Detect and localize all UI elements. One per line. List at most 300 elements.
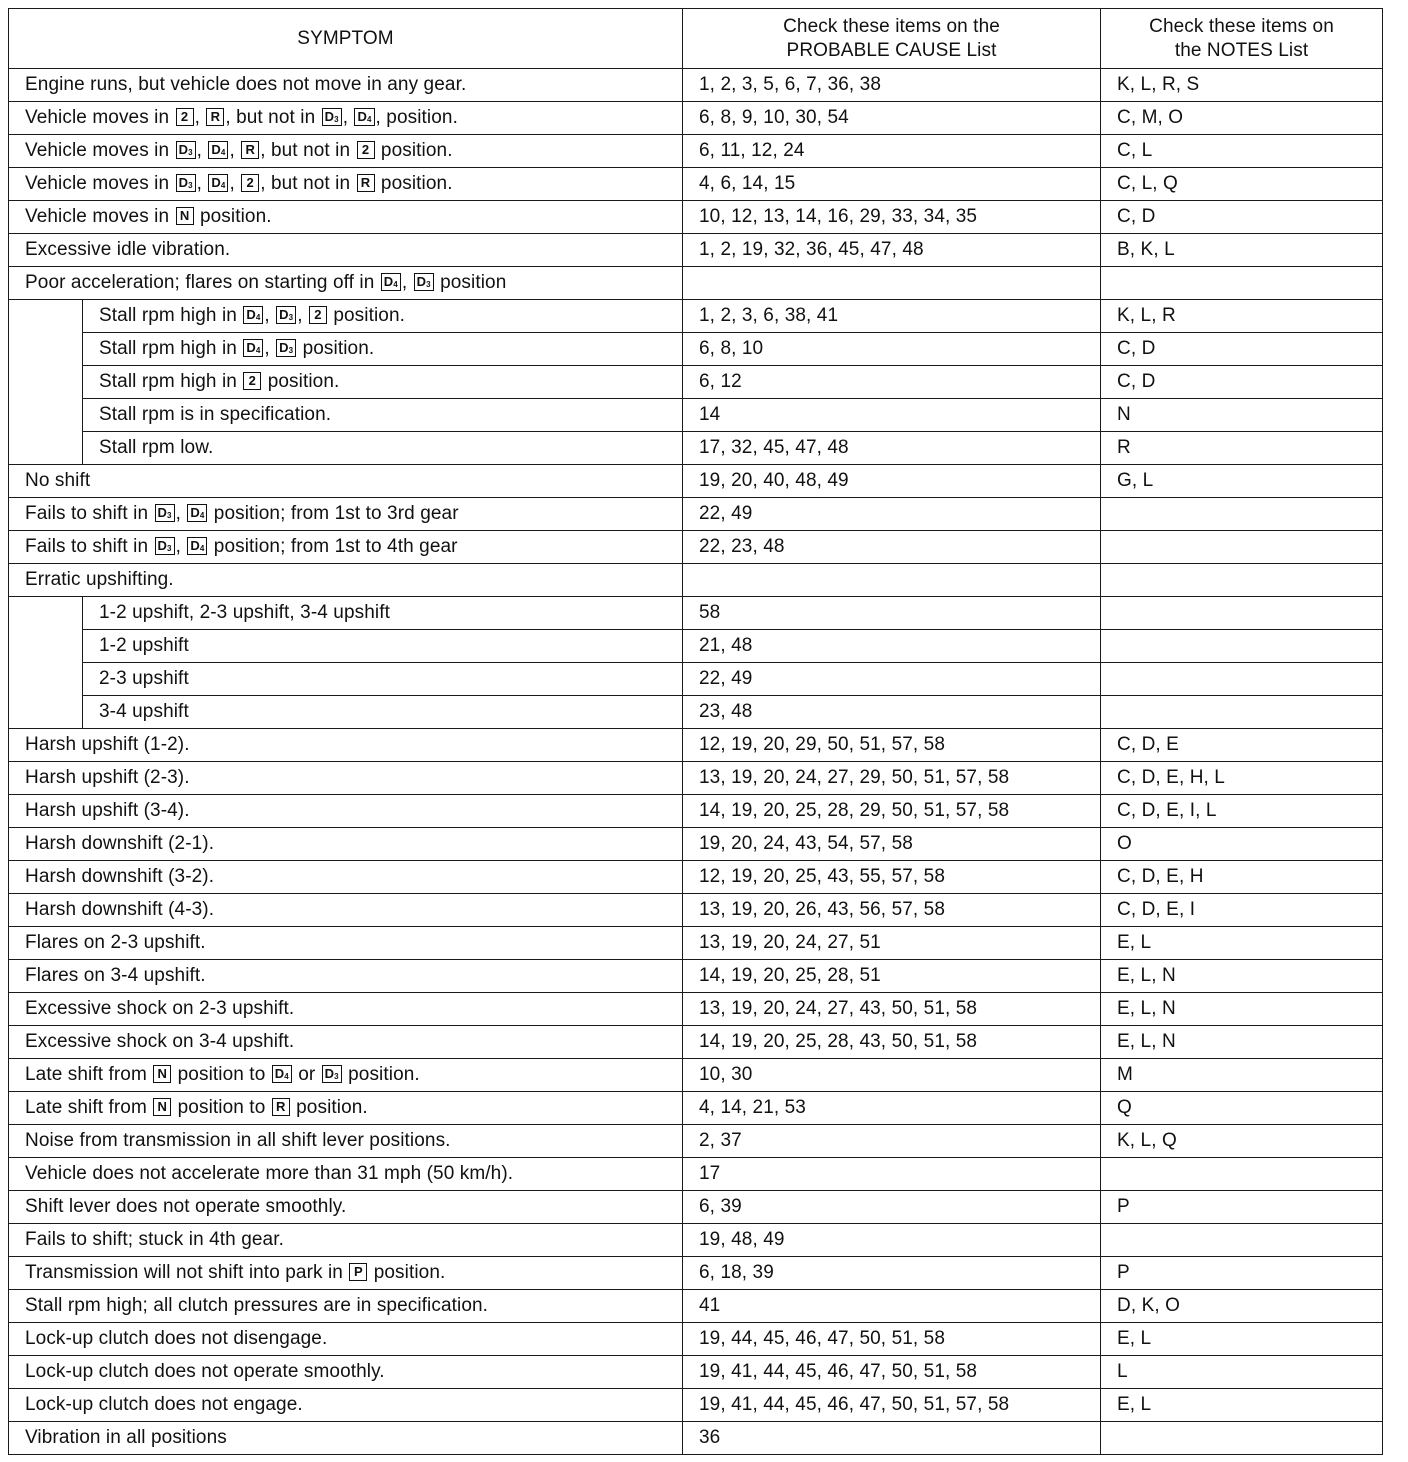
notes-cell xyxy=(1101,531,1383,564)
position-letter: D xyxy=(190,505,200,520)
symptom-cell xyxy=(83,333,683,366)
notes-cell: C, L, Q xyxy=(1101,168,1383,201)
symptom-cell xyxy=(9,564,683,597)
symptom-text: Stall rpm high in xyxy=(99,338,243,359)
position-d4-icon xyxy=(354,108,374,126)
symptom-text: , xyxy=(229,140,241,161)
position-d4-icon xyxy=(208,141,228,159)
cause-cell: 36 xyxy=(683,1422,1101,1455)
symptom-text: Lock-up clutch does not engage. xyxy=(25,1394,303,1415)
position-subscript: 3 xyxy=(188,148,193,157)
position-letter: D xyxy=(178,142,189,157)
cause-cell: 19, 20, 40, 48, 49 xyxy=(683,465,1101,498)
symptom-text: position. xyxy=(342,1064,420,1085)
table-row xyxy=(9,1389,1383,1422)
symptom-cell xyxy=(83,663,683,696)
indent-spacer xyxy=(9,333,83,366)
cause-cell: 22, 49 xyxy=(683,663,1101,696)
position-letter: D xyxy=(416,274,427,289)
position-d4-icon xyxy=(243,306,263,324)
position-d3-icon xyxy=(276,339,296,357)
symptom-text: 3-4 upshift xyxy=(99,701,189,722)
position-subscript: 3 xyxy=(288,313,294,322)
position-r-icon: R xyxy=(357,174,375,192)
symptom-text: , but not in xyxy=(260,140,356,161)
symptom-text: , xyxy=(401,272,413,293)
cause-cell: 14, 19, 20, 25, 28, 43, 50, 51, 58 xyxy=(683,1026,1101,1059)
symptom-text: Stall rpm is in specification. xyxy=(99,404,332,425)
table-row xyxy=(9,1158,1383,1191)
position-2-icon: 2 xyxy=(357,141,375,159)
symptom-cell xyxy=(9,828,683,861)
table-row xyxy=(9,267,1383,300)
notes-cell: N xyxy=(1101,399,1383,432)
symptom-text: Excessive shock on 2-3 upshift. xyxy=(25,998,295,1019)
cause-cell: 10, 30 xyxy=(683,1059,1101,1092)
symptom-cell xyxy=(9,795,683,828)
header-probable-cause xyxy=(683,9,1101,69)
indent-spacer xyxy=(9,597,83,630)
symptom-text: , xyxy=(196,140,208,161)
table-row xyxy=(9,531,1383,564)
position-d3-icon xyxy=(155,504,175,522)
position-letter: D xyxy=(211,142,221,157)
symptom-text: Excessive shock on 3-4 upshift. xyxy=(25,1031,295,1052)
notes-cell xyxy=(1101,663,1383,696)
symptom-text: position. xyxy=(194,206,272,227)
table-row xyxy=(9,69,1383,102)
indent-spacer xyxy=(9,696,83,729)
table-row xyxy=(9,234,1383,267)
symptom-text: position. xyxy=(297,338,375,359)
table-header-row xyxy=(9,9,1383,69)
symptom-text: Stall rpm high; all clutch pressures are in specification. xyxy=(25,1295,489,1316)
notes-cell xyxy=(1101,1224,1383,1257)
position-letter: D xyxy=(246,307,256,322)
position-2-icon: 2 xyxy=(309,306,327,324)
table-row xyxy=(9,465,1383,498)
table-row xyxy=(9,960,1383,993)
header-notes-line1: Check these items on xyxy=(1149,15,1334,37)
notes-cell xyxy=(1101,498,1383,531)
symptom-text: Harsh downshift (4-3). xyxy=(25,899,215,920)
position-r-icon: R xyxy=(241,141,259,159)
cause-cell xyxy=(683,564,1101,597)
symptom-text: , xyxy=(175,536,187,557)
symptom-text: , xyxy=(297,305,308,326)
position-2-icon: 2 xyxy=(176,108,194,126)
position-2-icon: 2 xyxy=(243,372,261,390)
symptom-cell xyxy=(83,432,683,465)
table-row xyxy=(9,762,1383,795)
table-row xyxy=(9,795,1383,828)
symptom-cell xyxy=(9,894,683,927)
notes-cell: M xyxy=(1101,1059,1383,1092)
symptom-text: Harsh upshift (2-3). xyxy=(25,767,190,788)
table-row xyxy=(9,1323,1383,1356)
notes-cell: R xyxy=(1101,432,1383,465)
symptom-text: position xyxy=(434,272,507,293)
indent-spacer xyxy=(9,399,83,432)
notes-cell: E, L xyxy=(1101,927,1383,960)
position-subscript: 3 xyxy=(334,115,339,124)
notes-cell: C, M, O xyxy=(1101,102,1383,135)
cause-cell: 14, 19, 20, 25, 28, 51 xyxy=(683,960,1101,993)
symptom-text: Stall rpm high in xyxy=(99,371,243,392)
notes-cell: P xyxy=(1101,1191,1383,1224)
symptom-cell xyxy=(9,465,683,498)
table-row xyxy=(9,1059,1383,1092)
notes-cell: O xyxy=(1101,828,1383,861)
position-d3-icon xyxy=(414,273,434,291)
position-letter: D xyxy=(274,1066,285,1081)
symptom-text: position to xyxy=(172,1097,271,1118)
header-notes xyxy=(1101,9,1383,69)
symptom-text: , xyxy=(196,173,208,194)
position-subscript: 4 xyxy=(220,148,226,157)
table-row xyxy=(9,861,1383,894)
notes-cell: C, D xyxy=(1101,366,1383,399)
symptom-cell xyxy=(9,102,683,135)
symptom-cell xyxy=(83,597,683,630)
symptom-text: , xyxy=(264,305,276,326)
symptom-cell xyxy=(9,168,683,201)
symptom-text: position; from 1st to 3rd gear xyxy=(208,503,459,524)
cause-cell xyxy=(683,267,1101,300)
indent-spacer xyxy=(9,300,83,333)
symptom-text: position. xyxy=(368,1262,446,1283)
symptom-text: Harsh downshift (2-1). xyxy=(25,833,215,854)
symptom-text: Excessive idle vibration. xyxy=(25,239,231,260)
table-row xyxy=(9,828,1383,861)
notes-cell: L xyxy=(1101,1356,1383,1389)
position-r-icon: R xyxy=(206,108,224,126)
cause-cell: 1, 2, 3, 5, 6, 7, 36, 38 xyxy=(683,69,1101,102)
position-d3-icon xyxy=(176,174,196,192)
symptom-text: , but not in xyxy=(225,107,321,128)
position-letter: D xyxy=(178,175,189,190)
cause-cell: 17 xyxy=(683,1158,1101,1191)
position-subscript: 3 xyxy=(167,511,172,520)
table-row xyxy=(9,696,1383,729)
symptom-text: position. xyxy=(290,1097,368,1118)
symptom-text: position. xyxy=(375,140,453,161)
position-2-icon: 2 xyxy=(241,174,259,192)
cause-cell: 23, 48 xyxy=(683,696,1101,729)
position-subscript: 4 xyxy=(284,1072,289,1081)
symptom-cell xyxy=(9,1092,683,1125)
table-row xyxy=(9,168,1383,201)
position-subscript: 3 xyxy=(188,181,193,190)
cause-cell: 6, 8, 9, 10, 30, 54 xyxy=(683,102,1101,135)
position-d4-icon xyxy=(187,537,207,555)
symptom-text: or xyxy=(292,1064,321,1085)
symptom-text: Fails to shift; stuck in 4th gear. xyxy=(25,1229,284,1250)
position-r-icon: R xyxy=(272,1098,290,1116)
table-row xyxy=(9,1356,1383,1389)
symptom-text: Vehicle moves in xyxy=(25,140,175,161)
position-letter: D xyxy=(157,505,168,520)
symptom-cell xyxy=(9,1323,683,1356)
symptom-cell xyxy=(9,234,683,267)
cause-cell: 19, 41, 44, 45, 46, 47, 50, 51, 58 xyxy=(683,1356,1101,1389)
position-n-icon: N xyxy=(153,1065,171,1083)
cause-cell: 13, 19, 20, 24, 27, 29, 50, 51, 57, 58 xyxy=(683,762,1101,795)
symptom-text: No shift xyxy=(25,470,91,491)
symptom-cell xyxy=(9,1356,683,1389)
symptom-cell xyxy=(9,69,683,102)
table-row xyxy=(9,333,1383,366)
table-row xyxy=(9,927,1383,960)
symptom-text: , position. xyxy=(375,107,458,128)
cause-cell: 12, 19, 20, 25, 43, 55, 57, 58 xyxy=(683,861,1101,894)
symptom-cell xyxy=(9,1389,683,1422)
symptom-text: Poor acceleration; flares on starting off in xyxy=(25,272,380,293)
position-subscript: 3 xyxy=(426,280,431,289)
table-row xyxy=(9,993,1383,1026)
position-d3-icon xyxy=(322,108,342,126)
table-row xyxy=(9,894,1383,927)
symptom-text: Harsh downshift (3-2). xyxy=(25,866,215,887)
cause-cell: 4, 14, 21, 53 xyxy=(683,1092,1101,1125)
indent-spacer xyxy=(9,630,83,663)
cause-cell: 19, 48, 49 xyxy=(683,1224,1101,1257)
symptom-cell xyxy=(83,696,683,729)
cause-cell: 41 xyxy=(683,1290,1101,1323)
table-row xyxy=(9,1224,1383,1257)
position-letter: D xyxy=(324,109,335,124)
header-symptom: SYMPTOM xyxy=(9,9,683,69)
position-letter: D xyxy=(190,538,200,553)
symptom-cell xyxy=(9,1257,683,1290)
notes-cell xyxy=(1101,696,1383,729)
symptom-table xyxy=(8,8,1383,1455)
symptom-text: , xyxy=(264,338,276,359)
notes-cell: C, L xyxy=(1101,135,1383,168)
cause-cell: 6, 18, 39 xyxy=(683,1257,1101,1290)
notes-cell xyxy=(1101,564,1383,597)
symptom-cell xyxy=(9,267,683,300)
symptom-cell xyxy=(9,1224,683,1257)
position-d4-icon xyxy=(272,1065,292,1083)
symptom-text: Shift lever does not operate smoothly. xyxy=(25,1196,347,1217)
header-notes-line2: the NOTES List xyxy=(1174,39,1309,61)
symptom-text: position to xyxy=(172,1064,271,1085)
notes-cell: C, D, E, I, L xyxy=(1101,795,1383,828)
cause-cell: 6, 39 xyxy=(683,1191,1101,1224)
position-subscript: 3 xyxy=(288,346,294,355)
symptom-cell xyxy=(83,300,683,333)
symptom-cell xyxy=(9,1059,683,1092)
notes-cell xyxy=(1101,597,1383,630)
symptom-text: Flares on 3-4 upshift. xyxy=(25,965,206,986)
symptom-cell xyxy=(9,135,683,168)
symptom-text: , xyxy=(229,173,241,194)
symptom-text: 1-2 upshift, 2-3 upshift, 3-4 upshift xyxy=(99,602,390,623)
position-letter: D xyxy=(211,175,221,190)
cause-cell: 12, 19, 20, 29, 50, 51, 57, 58 xyxy=(683,729,1101,762)
symptom-cell xyxy=(83,630,683,663)
symptom-cell xyxy=(9,1026,683,1059)
symptom-text: Vibration in all positions xyxy=(25,1427,227,1448)
notes-cell xyxy=(1101,267,1383,300)
symptom-cell xyxy=(9,861,683,894)
symptom-cell xyxy=(9,531,683,564)
symptom-text: Stall rpm low. xyxy=(99,437,214,458)
notes-cell: Q xyxy=(1101,1092,1383,1125)
table-row xyxy=(9,1290,1383,1323)
cause-cell: 6, 12 xyxy=(683,366,1101,399)
table-row xyxy=(9,1191,1383,1224)
position-d3-icon xyxy=(176,141,196,159)
notes-cell: C, D, E, H xyxy=(1101,861,1383,894)
table-row xyxy=(9,630,1383,663)
position-letter: D xyxy=(279,340,289,355)
position-subscript: 4 xyxy=(199,511,205,520)
position-letter: D xyxy=(157,538,168,553)
symptom-text: Harsh upshift (3-4). xyxy=(25,800,190,821)
position-subscript: 3 xyxy=(334,1072,339,1081)
notes-cell: C, D xyxy=(1101,201,1383,234)
symptom-text: Lock-up clutch does not operate smoothly. xyxy=(25,1361,385,1382)
notes-cell: K, L, R, S xyxy=(1101,69,1383,102)
troubleshooting-sheet xyxy=(8,8,1383,1455)
symptom-text: Engine runs, but vehicle does not move in any gear. xyxy=(25,74,467,95)
position-subscript: 4 xyxy=(199,544,205,553)
notes-cell: P xyxy=(1101,1257,1383,1290)
symptom-text: position. xyxy=(262,371,340,392)
cause-cell: 19, 20, 24, 43, 54, 57, 58 xyxy=(683,828,1101,861)
cause-cell: 58 xyxy=(683,597,1101,630)
symptom-cell xyxy=(9,729,683,762)
cause-cell: 17, 32, 45, 47, 48 xyxy=(683,432,1101,465)
symptom-text: Vehicle moves in xyxy=(25,206,175,227)
position-subscript: 4 xyxy=(255,313,261,322)
header-probable-cause-line1: Check these items on the xyxy=(783,15,1000,37)
table-row xyxy=(9,729,1383,762)
position-subscript: 4 xyxy=(393,280,398,289)
notes-cell xyxy=(1101,1158,1383,1191)
symptom-cell xyxy=(83,399,683,432)
notes-cell xyxy=(1101,630,1383,663)
table-row xyxy=(9,1125,1383,1158)
symptom-cell xyxy=(9,1422,683,1455)
cause-cell: 13, 19, 20, 26, 43, 56, 57, 58 xyxy=(683,894,1101,927)
notes-cell: E, L, N xyxy=(1101,993,1383,1026)
symptom-text: position. xyxy=(327,305,406,326)
position-d4-icon xyxy=(187,504,207,522)
symptom-text: Vehicle moves in xyxy=(25,107,175,128)
cause-cell: 2, 37 xyxy=(683,1125,1101,1158)
table-row xyxy=(9,564,1383,597)
symptom-text: Harsh upshift (1-2). xyxy=(25,734,190,755)
table-row xyxy=(9,597,1383,630)
cause-cell: 1, 2, 19, 32, 36, 45, 47, 48 xyxy=(683,234,1101,267)
symptom-text: Vehicle moves in xyxy=(25,173,175,194)
notes-cell: C, D, E xyxy=(1101,729,1383,762)
cause-cell: 6, 11, 12, 24 xyxy=(683,135,1101,168)
symptom-text: , but not in xyxy=(260,173,356,194)
position-d4-icon xyxy=(243,339,263,357)
symptom-cell xyxy=(9,960,683,993)
symptom-text: , xyxy=(342,107,354,128)
position-d4-icon xyxy=(208,174,228,192)
symptom-cell xyxy=(9,1191,683,1224)
symptom-cell xyxy=(9,762,683,795)
position-subscript: 4 xyxy=(255,346,261,355)
table-row xyxy=(9,498,1383,531)
cause-cell: 21, 48 xyxy=(683,630,1101,663)
table-row xyxy=(9,1422,1383,1455)
symptom-text: Flares on 2-3 upshift. xyxy=(25,932,206,953)
notes-cell: C, D, E, I xyxy=(1101,894,1383,927)
cause-cell: 19, 41, 44, 45, 46, 47, 50, 51, 57, 58 xyxy=(683,1389,1101,1422)
table-row xyxy=(9,102,1383,135)
position-letter: D xyxy=(279,307,289,322)
symptom-cell xyxy=(9,1125,683,1158)
cause-cell: 22, 49 xyxy=(683,498,1101,531)
table-row xyxy=(9,663,1383,696)
table-row xyxy=(9,366,1383,399)
notes-cell: E, L xyxy=(1101,1389,1383,1422)
position-letter: D xyxy=(357,109,367,124)
table-row xyxy=(9,1257,1383,1290)
cause-cell: 4, 6, 14, 15 xyxy=(683,168,1101,201)
notes-cell: C, D, E, H, L xyxy=(1101,762,1383,795)
position-letter: D xyxy=(383,274,394,289)
symptom-text: Erratic upshifting. xyxy=(25,569,174,590)
notes-cell: E, L, N xyxy=(1101,1026,1383,1059)
cause-cell: 13, 19, 20, 24, 27, 51 xyxy=(683,927,1101,960)
table-row xyxy=(9,135,1383,168)
position-d4-icon xyxy=(381,273,401,291)
symptom-text: Fails to shift in xyxy=(25,503,154,524)
position-d3-icon xyxy=(276,306,296,324)
symptom-text: position; from 1st to 4th gear xyxy=(208,536,458,557)
cause-cell: 22, 23, 48 xyxy=(683,531,1101,564)
cause-cell: 1, 2, 3, 6, 38, 41 xyxy=(683,300,1101,333)
cause-cell: 13, 19, 20, 24, 27, 43, 50, 51, 58 xyxy=(683,993,1101,1026)
indent-spacer xyxy=(9,432,83,465)
cause-cell: 19, 44, 45, 46, 47, 50, 51, 58 xyxy=(683,1323,1101,1356)
symptom-text: Noise from transmission in all shift lever positions. xyxy=(25,1130,451,1151)
notes-cell xyxy=(1101,1422,1383,1455)
symptom-text: Lock-up clutch does not disengage. xyxy=(25,1328,328,1349)
table-row xyxy=(9,201,1383,234)
position-d3-icon xyxy=(322,1065,342,1083)
cause-cell: 14, 19, 20, 25, 28, 29, 50, 51, 57, 58 xyxy=(683,795,1101,828)
table-row xyxy=(9,1092,1383,1125)
position-n-icon: N xyxy=(176,207,194,225)
symptom-text: Vehicle does not accelerate more than 31 mph (50 km/h). xyxy=(25,1163,514,1184)
notes-cell: E, L xyxy=(1101,1323,1383,1356)
symptom-text: position. xyxy=(375,173,453,194)
cause-cell: 6, 8, 10 xyxy=(683,333,1101,366)
symptom-cell xyxy=(9,1158,683,1191)
symptom-cell xyxy=(9,498,683,531)
symptom-text: , xyxy=(194,107,206,128)
position-p-icon: P xyxy=(349,1263,367,1281)
symptom-cell xyxy=(9,201,683,234)
symptom-text: Transmission will not shift into park in xyxy=(25,1262,349,1283)
position-letter: D xyxy=(324,1066,335,1081)
table-row xyxy=(9,399,1383,432)
cause-cell: 14 xyxy=(683,399,1101,432)
table-row xyxy=(9,300,1383,333)
indent-spacer xyxy=(9,663,83,696)
position-subscript: 4 xyxy=(366,115,372,124)
symptom-cell xyxy=(9,1290,683,1323)
